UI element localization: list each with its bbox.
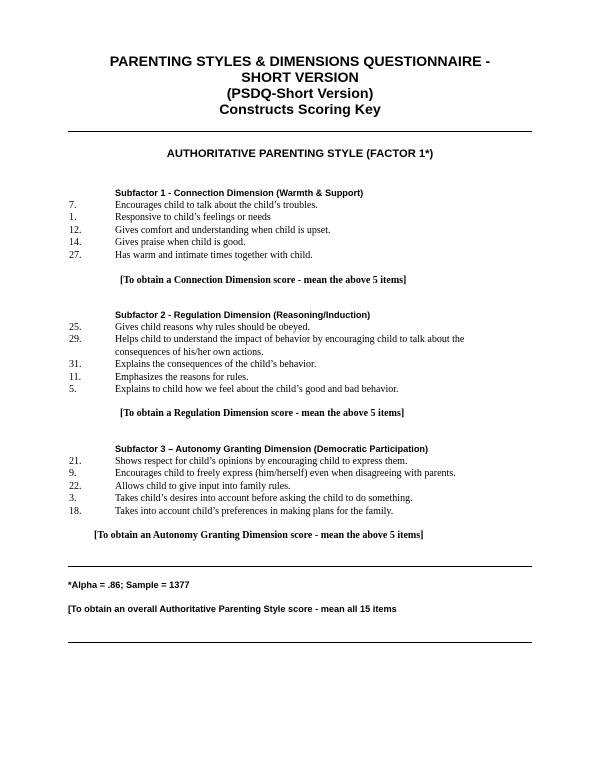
list-item	[69, 225, 509, 237]
subfactor-2-heading: Subfactor 2 - Regulation Dimension (Reasoning/Induction)	[115, 310, 371, 320]
item-number: 1.	[69, 212, 77, 224]
item-text: Encourages child to freely express (him/herself) even when disagreeing with parents.	[115, 468, 456, 480]
item-number: 5.	[69, 384, 77, 396]
item-text: Gives praise when child is good.	[115, 237, 246, 249]
list-item	[69, 237, 509, 249]
item-number: 12.	[69, 224, 82, 236]
subfactor-3-scoring-note: [To obtain an Autonomy Granting Dimension score - mean the above 5 items]	[94, 530, 424, 541]
item-number: 31.	[69, 359, 82, 371]
list-item	[69, 468, 509, 480]
item-text: Gives comfort and understanding when child is upset.	[115, 224, 331, 236]
subfactor-3-heading: Subfactor 3 – Autonomy Granting Dimension (Democratic Participation)	[115, 444, 429, 454]
item-number: 25.	[69, 322, 82, 333]
item-text: Has warm and intimate times together with child.	[115, 249, 313, 261]
item-text: Responsive to child’s feelings or needs	[115, 212, 271, 224]
item-text: Emphasizes the reasons for rules.	[115, 371, 249, 383]
title-line-1: PARENTING STYLES & DIMENSIONS QUESTIONNAIRE -	[109, 54, 491, 70]
item-number: 29.	[69, 334, 82, 346]
list-item	[69, 200, 509, 212]
subfactor-3-items	[69, 456, 509, 518]
subfactor-2-items	[69, 322, 509, 396]
top-divider	[68, 131, 532, 132]
item-number: 11.	[69, 371, 82, 383]
alpha-footnote: *Alpha = .86; Sample = 1377	[68, 580, 190, 590]
list-item	[69, 359, 509, 371]
item-text: Explains to child how we feel about the child’s good and bad behavior.	[115, 384, 399, 396]
item-text: Allows child to give input into family rules.	[115, 480, 291, 492]
item-number: 3.	[69, 493, 77, 505]
item-number: 21.	[69, 456, 82, 467]
document-title	[0, 54, 600, 118]
title-line-3: (PSDQ-Short Version)	[226, 86, 374, 102]
middle-divider	[68, 566, 532, 567]
list-item	[69, 372, 509, 384]
subfactor-1-heading: Subfactor 1 - Connection Dimension (Warmth & Support)	[115, 188, 364, 198]
item-number: 27.	[69, 249, 82, 261]
title-line-4: Constructs Scoring Key	[219, 102, 381, 118]
item-text: Encourages child to talk about the child’s troubles.	[115, 200, 318, 211]
item-text: Takes child’s desires into account before asking the child to do something.	[115, 493, 413, 505]
item-text: Gives child reasons why rules should be obeyed.	[115, 322, 310, 333]
item-text: Explains the consequences of the child’s behavior.	[115, 359, 317, 371]
item-text: Takes into account child’s preferences in making plans for the family.	[115, 505, 394, 517]
item-number: 14.	[69, 237, 82, 249]
list-item	[69, 212, 509, 224]
list-item	[69, 481, 509, 493]
list-item	[69, 493, 509, 505]
list-item	[69, 384, 509, 396]
item-number: 9.	[69, 468, 77, 480]
factor-heading: AUTHORITATIVE PARENTING STYLE (FACTOR 1*)	[166, 148, 434, 160]
item-number: 7.	[69, 200, 77, 211]
title-line-2: SHORT VERSION	[241, 70, 359, 86]
list-item	[69, 456, 509, 468]
subfactor-2-scoring-note: [To obtain a Regulation Dimension score - mean the above 5 items]	[120, 408, 405, 419]
bottom-divider	[68, 642, 532, 643]
list-item	[69, 506, 509, 518]
item-number: 22.	[69, 480, 82, 492]
subfactor-1-scoring-note: [To obtain a Connection Dimension score - mean the above 5 items]	[120, 275, 407, 286]
overall-score-note: [To obtain an overall Authoritative Parenting Style score - mean all 15 items	[68, 604, 397, 614]
list-item	[69, 334, 509, 359]
item-text: Shows respect for child’s opinions by encouraging child to express them.	[115, 456, 408, 467]
list-item	[69, 322, 509, 334]
item-number: 18.	[69, 505, 82, 517]
list-item	[69, 250, 509, 262]
subfactor-1-items	[69, 200, 509, 262]
item-text: Helps child to understand the impact of behavior by encouraging child to talk about the consequences of his/her own actions.	[115, 334, 465, 358]
